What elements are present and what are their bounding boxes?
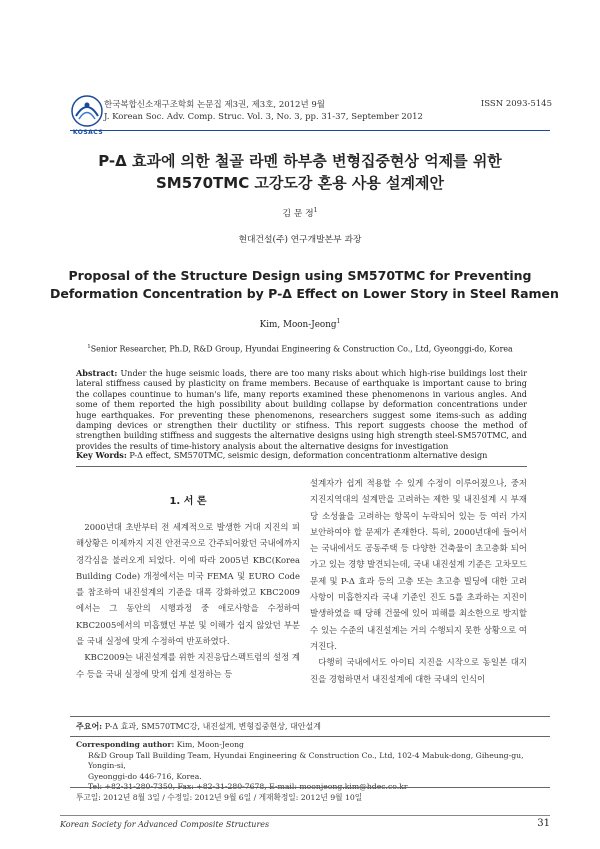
section-title: 1. 서 론 [169, 496, 207, 507]
corresponding-author [76, 740, 536, 793]
corresponding-line [76, 740, 536, 751]
logo-text: KOSACS [72, 129, 104, 136]
kosacs-logo-icon [70, 94, 104, 130]
corresponding-rule [70, 736, 550, 737]
journal-title-en: J. Korean Soc. Adv. Comp. Struc. Vol. 3, No. 3, pp. 31-37, September 2012 [104, 112, 423, 122]
footer-society: Korean Society for Advanced Composite Structures [60, 820, 270, 829]
corresponding-contact: Tel: +82-31-280-7350, Fax: +82-31-280-7678, E-mail: moonjeong.kim@hdec.co.kr [88, 782, 408, 792]
corresponding-address2: Gyeonggi-do 446-716, Korea. [88, 771, 202, 781]
abstract [76, 368, 527, 451]
abstract-label: Abstract: [76, 368, 118, 378]
paragraph: 2000년대 초반부터 전 세계적으로 발생한 거대 지진의 피해상황은 이제까지 지진 안전국으로 간주되어왔던 국내에까지 경각심을 불러오게 되었다. 이에 따라 2005년 KBC(Korea Building Code) 개정에서는 미국 FEMA 및 EURO Code를 참조하여 내진설계의 기준을 대폭 강화하였고 KBC2009에서는 그 동안의 시행과정 중 애로사항을 수정하여 KBC2005에서의 미흡했던 부분 및 이해가 쉽지 않았던 부분을 국내 실정에 맞게 수정하여 반포하였다. [76, 522, 300, 647]
title-en-line2: Deformation Concentration by P-Δ Effect on Lower Story in Steel Ramen [50, 286, 559, 301]
author-ko-sup: 1 [313, 207, 318, 215]
paragraph: KBC2009는 내진설계를 위한 지진응답스펙트럼의 설정 계수 등을 국내 실정에 맞게 쉽게 설정하는 등 [76, 652, 300, 679]
author-ko [60, 206, 540, 219]
paragraph: 다행히 국내에서도 아이티 지진을 시작으로 동일본 대지진을 경험하면서 내진설계에 대한 국내의 인식이 [310, 657, 527, 684]
affiliation-ko: 현대건설(주) 연구개발본부 과장 [238, 235, 362, 245]
corresponding-label: Corresponding author: [76, 740, 175, 749]
dates-rule [70, 787, 550, 788]
right-column [310, 475, 527, 687]
author-en [60, 318, 540, 330]
left-column [76, 519, 300, 682]
keywords-ko-text: P-Δ 효과, SM570TMC강, 내진설계, 변형집중현상, 대안설계 [104, 722, 321, 731]
keywords-text: P-Δ effect, SM570TMC, seismic design, deformation concentrationm alternative design [129, 450, 488, 460]
title-ko-line2: SM570TMC 고강도강 혼용 사용 설계제안 [156, 174, 444, 192]
keywords-ko [76, 721, 321, 732]
affiliation-en-text: Senior Researcher, Ph.D, R&D Group, Hyundai Engineering & Construction Co., Ltd, Gyeonggi-do, Korea [90, 344, 513, 354]
affiliation-en [60, 344, 540, 354]
keywords-ko-label: 주요어: [76, 721, 103, 731]
title-ko-line1: P-Δ 효과에 의한 철골 라멘 하부층 변형집중현상 억제를 위한 [98, 152, 502, 170]
footer-rule [60, 815, 550, 816]
keywords-label: Key Words: [76, 450, 127, 460]
author-en-name: Kim, Moon-Jeong [259, 319, 337, 330]
author-en-sup: 1 [336, 318, 341, 325]
page-number: 31 [537, 818, 550, 829]
header-rule [70, 130, 550, 131]
korean-keywords-rule [70, 716, 550, 717]
affiliation-en-sup: 1 [87, 344, 91, 350]
keywords [76, 450, 527, 460]
corresponding-name: Kim, Moon-Jeong [176, 740, 244, 749]
title-en-line1: Proposal of the Structure Design using SM570TMC for Preventing [68, 268, 532, 283]
issn: ISSN 2093-5145 [480, 99, 552, 109]
submission-dates: 투고일: 2012년 8월 3일 / 수정일: 2012년 9월 6일 / 게재확정일: 2012년 9월 10일 [76, 793, 363, 802]
keywords-rule [76, 466, 527, 467]
author-ko-name: 김 문 정 [282, 209, 314, 219]
corresponding-address1: R&D Group Tall Building Team, Hyundai Engineering & Construction Co., Ltd, 102-4 Mabuk-dong, Giheung-gu, Yongin-si, [88, 750, 524, 771]
abstract-text: Under the huge seismic loads, there are too many risks about which high-rise buildings lost their lateral stiffness caused by plasticity on frame members. Because of earthquake is important cause to bring the collapes countinue to human's life, many reports examined these phenomenons in various angles. And some of them reported the high possibility about building collapse by deformation concentrations under huge earthquakes. For preventing these phenomenons, researchers suggest some items-such as adding damping devices or strengthen their ductility or stifness. This report suggests choose the method of strengthen building stiffness and suggests the alternative designs using high strength steel-SM570TMC, and provides the results of time-history analysis about the alternative designs for investigation [76, 368, 527, 451]
paragraph: 설계자가 쉽게 적용할 수 있게 수정이 이루어졌으나, 중저 지진지역대의 설계만을 고려하는 제한 및 내진설계 시 부재 당 소성율을 고려하는 항목이 누락되어 있는 등 여러 가지 보안하여야 할 문제가 존재한다. 특히, 2000년대에 들어서는 국내에서도 공동주택 등 다양한 건축물이 초고층화 되어가고 있는 경향 발견되는데, 국내 내진설계 기준은 고차모드 문제 및 P-Δ 효과 등의 고층 또는 초고층 빌딩에 대한 고려 사항이 미흡한지라 국내 기준인 진도 5를 초과하는 지진이 발생하였을 때 당해 건물에 있어 피해를 최소한으로 방지할 수 있는 수준의 내진설계는 거의 수행되지 못한 상황으로 여겨진다. [310, 478, 527, 651]
journal-title-ko: 한국복합신소재구조학회 논문집 제3권, 제3호, 2012년 9월 [104, 100, 325, 110]
